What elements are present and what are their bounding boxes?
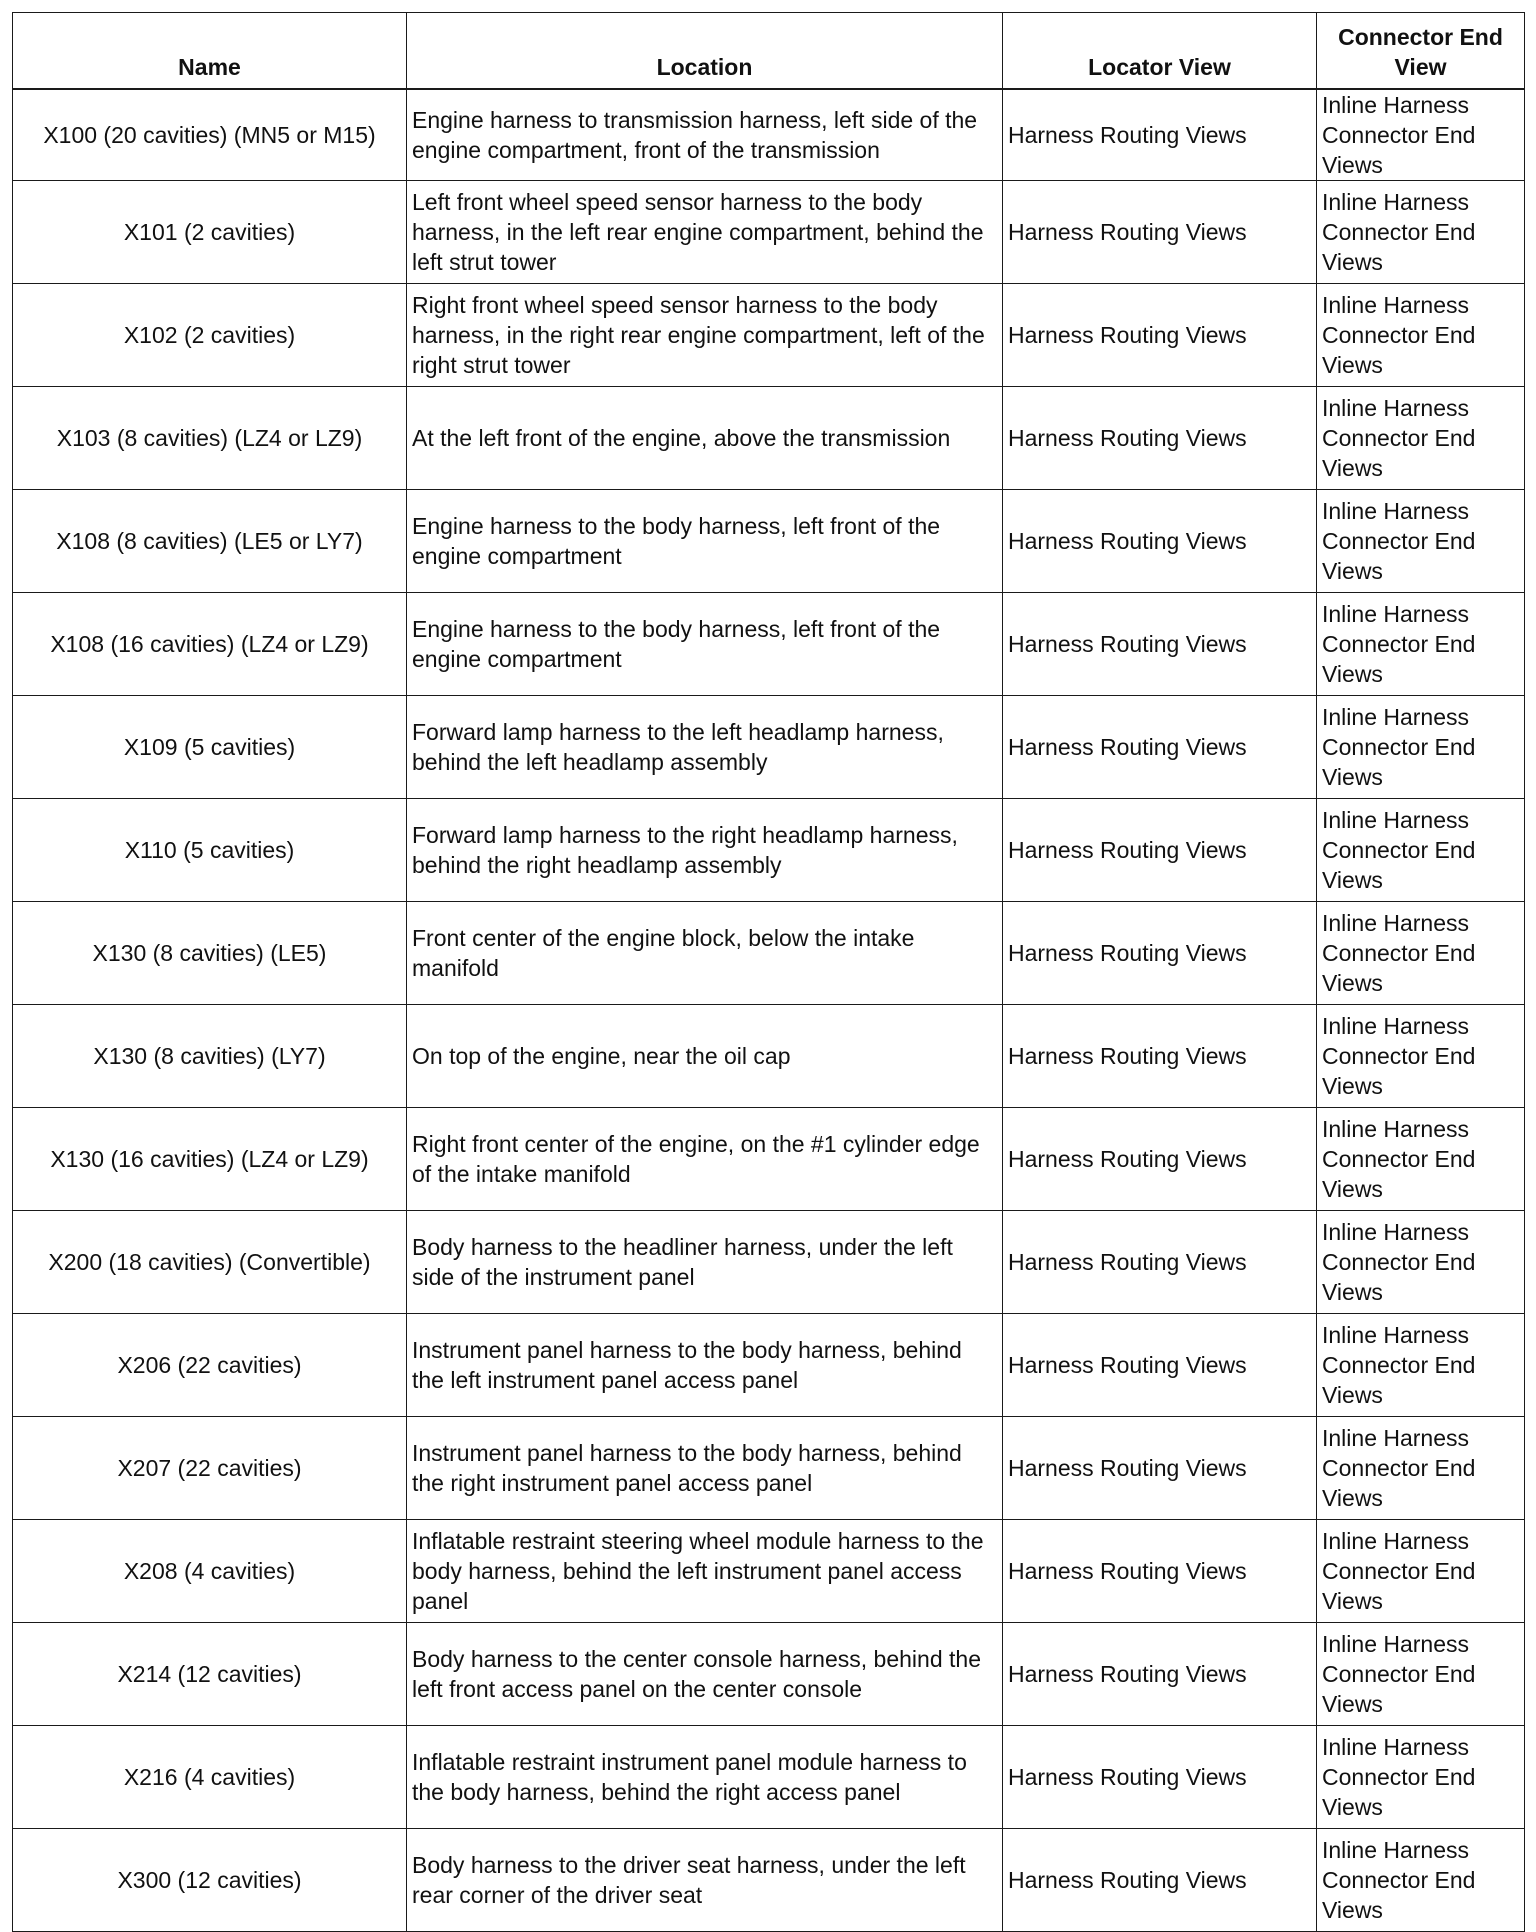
locator-view-link[interactable]: Harness Routing Views [1003,181,1317,284]
locator-view-link[interactable]: Harness Routing Views [1003,1726,1317,1829]
connector-end-view-link[interactable]: Inline Harness Connector End Views [1317,387,1525,490]
table-row [13,1417,1525,1520]
connector-end-view-link[interactable]: Inline Harness Connector End Views [1317,1520,1525,1623]
table-row [13,1829,1525,1932]
location-cell: Body harness to the headliner harness, under the left side of the instrument panel [407,1211,1003,1314]
connector-name-cell: X208 (4 cavities) [13,1520,407,1623]
table-row [13,799,1525,902]
connector-name-cell: X300 (12 cavities) [13,1829,407,1932]
location-cell: Body harness to the driver seat harness, under the left rear corner of the driver seat [407,1829,1003,1932]
location-cell: Engine harness to the body harness, left front of the engine compartment [407,490,1003,593]
header-name: Name [13,13,407,90]
table-row [13,387,1525,490]
locator-view-link[interactable]: Harness Routing Views [1003,1108,1317,1211]
connector-name-cell: X206 (22 cavities) [13,1314,407,1417]
connector-end-view-link[interactable]: Inline Harness Connector End Views [1317,1211,1525,1314]
header-location: Location [407,13,1003,90]
connector-end-view-link[interactable]: Inline Harness Connector End Views [1317,1829,1525,1932]
locator-view-link[interactable]: Harness Routing Views [1003,1623,1317,1726]
location-cell: Engine harness to transmission harness, left side of the engine compartment, front of the transmission [407,89,1003,181]
table-row [13,696,1525,799]
table-row [13,89,1525,181]
location-cell: Forward lamp harness to the right headlamp harness, behind the right headlamp assembly [407,799,1003,902]
table-row [13,1211,1525,1314]
location-cell: Forward lamp harness to the left headlamp harness, behind the left headlamp assembly [407,696,1003,799]
locator-view-link[interactable]: Harness Routing Views [1003,1314,1317,1417]
locator-view-link[interactable]: Harness Routing Views [1003,902,1317,1005]
table-row [13,1520,1525,1623]
locator-view-link[interactable]: Harness Routing Views [1003,593,1317,696]
locator-view-link[interactable]: Harness Routing Views [1003,799,1317,902]
table-row [13,1108,1525,1211]
inline-harness-connector-table [12,12,1525,1932]
connector-end-view-link[interactable]: Inline Harness Connector End Views [1317,284,1525,387]
connector-name-cell: X214 (12 cavities) [13,1623,407,1726]
table-row [13,181,1525,284]
table-row [13,1623,1525,1726]
connector-end-view-link[interactable]: Inline Harness Connector End Views [1317,1726,1525,1829]
location-cell: Instrument panel harness to the body harness, behind the right instrument panel access panel [407,1417,1003,1520]
table-row [13,1005,1525,1108]
location-cell: Right front center of the engine, on the #1 cylinder edge of the intake manifold [407,1108,1003,1211]
location-cell: Left front wheel speed sensor harness to the body harness, in the left rear engine compartment, behind the left strut tower [407,181,1003,284]
locator-view-link[interactable]: Harness Routing Views [1003,1520,1317,1623]
location-cell: Inflatable restraint steering wheel module harness to the body harness, behind the left instrument panel access panel [407,1520,1003,1623]
connector-name-cell: X109 (5 cavities) [13,696,407,799]
connector-end-view-link[interactable]: Inline Harness Connector End Views [1317,799,1525,902]
location-cell: Instrument panel harness to the body harness, behind the left instrument panel access panel [407,1314,1003,1417]
table-row [13,902,1525,1005]
locator-view-link[interactable]: Harness Routing Views [1003,387,1317,490]
locator-view-link[interactable]: Harness Routing Views [1003,1829,1317,1932]
locator-view-link[interactable]: Harness Routing Views [1003,1211,1317,1314]
connector-end-view-link[interactable]: Inline Harness Connector End Views [1317,696,1525,799]
connector-end-view-link[interactable]: Inline Harness Connector End Views [1317,593,1525,696]
locator-view-link[interactable]: Harness Routing Views [1003,490,1317,593]
connector-name-cell: X216 (4 cavities) [13,1726,407,1829]
connector-end-view-link[interactable]: Inline Harness Connector End Views [1317,1623,1525,1726]
connector-end-view-link[interactable]: Inline Harness Connector End Views [1317,1005,1525,1108]
connector-name-cell: X130 (8 cavities) (LE5) [13,902,407,1005]
connector-name-cell: X200 (18 cavities) (Convertible) [13,1211,407,1314]
connector-name-cell: X130 (8 cavities) (LY7) [13,1005,407,1108]
location-cell: Front center of the engine block, below the intake manifold [407,902,1003,1005]
connector-end-view-link[interactable]: Inline Harness Connector End Views [1317,1417,1525,1520]
header-row [13,13,1525,90]
connector-name-cell: X103 (8 cavities) (LZ4 or LZ9) [13,387,407,490]
connector-name-cell: X101 (2 cavities) [13,181,407,284]
location-cell: On top of the engine, near the oil cap [407,1005,1003,1108]
locator-view-link[interactable]: Harness Routing Views [1003,284,1317,387]
connector-name-cell: X130 (16 cavities) (LZ4 or LZ9) [13,1108,407,1211]
location-cell: At the left front of the engine, above the transmission [407,387,1003,490]
connector-name-cell: X108 (8 cavities) (LE5 or LY7) [13,490,407,593]
location-cell: Body harness to the center console harness, behind the left front access panel on the center console [407,1623,1003,1726]
locator-view-link[interactable]: Harness Routing Views [1003,696,1317,799]
locator-view-link[interactable]: Harness Routing Views [1003,1417,1317,1520]
table-row [13,593,1525,696]
table-header [13,13,1525,90]
connector-name-cell: X108 (16 cavities) (LZ4 or LZ9) [13,593,407,696]
connector-end-view-link[interactable]: Inline Harness Connector End Views [1317,490,1525,593]
connector-name-cell: X207 (22 cavities) [13,1417,407,1520]
connector-end-view-link[interactable]: Inline Harness Connector End Views [1317,89,1525,181]
table-row [13,1726,1525,1829]
connector-end-view-link[interactable]: Inline Harness Connector End Views [1317,1108,1525,1211]
connector-end-view-link[interactable]: Inline Harness Connector End Views [1317,902,1525,1005]
connector-end-view-link[interactable]: Inline Harness Connector End Views [1317,181,1525,284]
table-body [13,89,1525,1932]
location-cell: Engine harness to the body harness, left front of the engine compartment [407,593,1003,696]
header-connector-end-view: Connector End View [1317,13,1525,90]
table-row [13,284,1525,387]
header-locator-view: Locator View [1003,13,1317,90]
connector-end-view-link[interactable]: Inline Harness Connector End Views [1317,1314,1525,1417]
locator-view-link[interactable]: Harness Routing Views [1003,1005,1317,1108]
location-cell: Inflatable restraint instrument panel module harness to the body harness, behind the right access panel [407,1726,1003,1829]
connector-name-cell: X110 (5 cavities) [13,799,407,902]
location-cell: Right front wheel speed sensor harness to the body harness, in the right rear engine compartment, left of the right strut tower [407,284,1003,387]
connector-name-cell: X100 (20 cavities) (MN5 or M15) [13,89,407,181]
table-row [13,490,1525,593]
locator-view-link[interactable]: Harness Routing Views [1003,89,1317,181]
table-row [13,1314,1525,1417]
connector-name-cell: X102 (2 cavities) [13,284,407,387]
